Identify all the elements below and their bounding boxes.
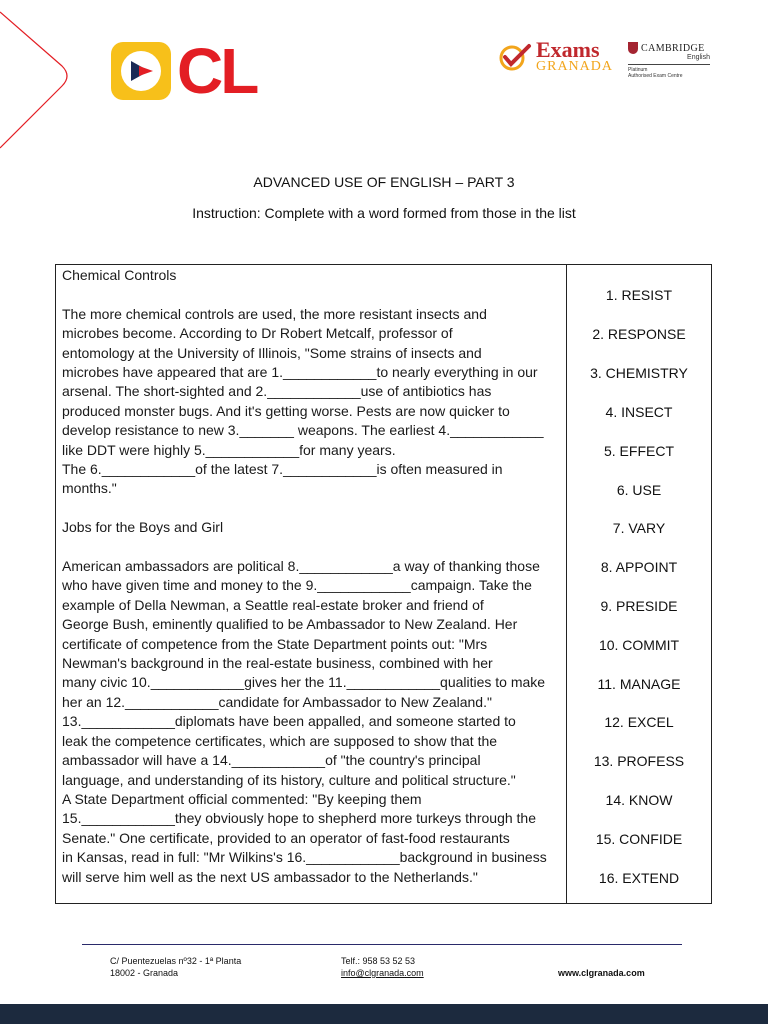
word-list-item: 14. KNOW <box>605 792 673 808</box>
cl-logo <box>111 35 257 107</box>
address-line-2: 18002 - Granada <box>110 968 179 978</box>
word-list-item: 1. RESIST <box>605 287 673 303</box>
instruction-text: Instruction: Complete with a word formed from those in the list <box>192 205 576 221</box>
exams-logo-city: GRANADA <box>536 59 613 74</box>
passage-line: entomology at the University of Illinois, "Some strains of insects and <box>62 344 482 361</box>
passage-line: language, and understanding of its history, culture and political structure." <box>62 771 516 788</box>
footer-phone: Telf.: 958 53 52 53 <box>341 956 416 966</box>
passage-line: A State Department official commented: "By keeping them <box>62 790 422 807</box>
exercise-table <box>55 264 712 904</box>
footer-bar <box>0 1004 768 1024</box>
passage-line: many civic 10.____________gives her the 11.____________qualities to make <box>62 674 546 691</box>
passage-line: arsenal. The short-sighted and 2.____________use of antibiotics has <box>62 383 492 400</box>
passage-line: will serve him well as the next US ambassador to the Netherlands." <box>62 868 478 885</box>
passage-line: The more chemical controls are used, the more resistant insects and <box>62 305 487 322</box>
exams-logo-word: Exams <box>536 37 600 62</box>
word-list-item: 8. APPOINT <box>600 559 678 575</box>
passage-line: develop resistance to new 3._______ weapons. The earliest 4.____________ <box>62 422 544 439</box>
footer-contact <box>341 955 424 979</box>
cambridge-centre: Authorised Exam Centre <box>628 73 683 79</box>
passage2-heading: Jobs for the Boys and Girl <box>62 519 224 536</box>
passage1-body <box>62 305 564 499</box>
cambridge-shield-icon <box>628 42 638 54</box>
footer-address <box>110 955 241 979</box>
passage-line: American ambassadors are political 8.____________a way of thanking those <box>62 558 540 575</box>
word-list-column <box>567 265 711 903</box>
passage-line: microbes become. According to Dr Robert Metcalf, professor of <box>62 325 453 342</box>
word-list-item: 13. PROFESS <box>593 753 685 769</box>
passage1-heading: Chemical Controls <box>62 267 177 283</box>
word-list-item: 7. VARY <box>612 520 666 536</box>
passage-line: months." <box>62 480 117 497</box>
word-list-item: 11. MANAGE <box>597 676 681 692</box>
word-list-item: 10. COMMIT <box>598 637 680 653</box>
passage-line: leak the competence certificates, which are supposed to show that the <box>62 732 498 749</box>
arrow-icon <box>119 49 163 93</box>
passage-line: example of Della Newman, a Seattle real-estate broker and friend of <box>62 596 484 613</box>
exams-granada-logo <box>498 37 613 74</box>
cambridge-name: CAMBRIDGE <box>641 42 705 54</box>
passage-line: like DDT were highly 5.____________for many years. <box>62 441 396 458</box>
cambridge-level: Platinum <box>628 67 648 73</box>
passages-text <box>62 266 564 906</box>
cambridge-logo <box>628 42 710 79</box>
cl-logo-badge <box>111 42 171 100</box>
passage2-body <box>62 557 564 887</box>
passage-line: in Kansas, read in full: "Mr Wilkins's 16.____________background in business <box>62 849 547 866</box>
cambridge-english: English <box>687 54 710 61</box>
word-list-item: 12. EXCEL <box>604 714 674 730</box>
passage-line: Senate." One certificate, provided to an operator of fast-food restaurants <box>62 829 510 846</box>
passage-line: microbes have appeared that are 1.____________to nearly everything in our <box>62 364 538 381</box>
passage-line: George Bush, eminently qualified to be Ambassador to New Zealand. Her <box>62 616 518 633</box>
address-line-1: C/ Puentezuelas nº32 - 1ª Planta <box>110 956 242 966</box>
word-list-item: 3. CHEMISTRY <box>590 365 688 381</box>
footer-divider <box>82 944 682 945</box>
passage-line: certificate of competence from the State Department points out: "Mrs <box>62 635 488 652</box>
passages-column <box>56 265 567 903</box>
corner-arc-decoration <box>0 0 80 160</box>
word-list-item: 9. PRESIDE <box>600 598 678 614</box>
passage-line: 15.____________they obviously hope to shepherd more turkeys through the <box>62 810 537 827</box>
passage-line: produced monster bugs. And it's getting worse. Pests are now quicker to <box>62 402 510 419</box>
page-title: ADVANCED USE OF ENGLISH – PART 3 <box>253 174 515 190</box>
word-list-item: 6. USE <box>616 482 662 498</box>
cl-logo-letters: CL <box>177 35 257 107</box>
word-list-item: 16. EXTEND <box>598 870 680 886</box>
passage-line: The 6.____________of the latest 7.____________is often measured in <box>62 461 503 478</box>
word-list-item: 2. RESPONSE <box>592 326 686 342</box>
passage-line: ambassador will have a 14.____________of "the country's principal <box>62 752 481 769</box>
word-list-item: 15. CONFIDE <box>595 831 683 847</box>
passage-line: Newman's background in the real-estate business, combined with her <box>62 655 493 672</box>
word-list-item: 4. INSECT <box>605 404 673 420</box>
passage-line: who have given time and money to the 9.____________campaign. Take the <box>62 577 532 594</box>
passage-line: 13.____________diplomats have been appalled, and someone started to <box>62 713 516 730</box>
checkmark-icon <box>498 42 532 72</box>
footer-website-link[interactable]: www.clgranada.com <box>558 968 645 978</box>
word-list-item: 5. EFFECT <box>603 443 674 459</box>
passage-line: her an 12.____________candidate for Ambassador to New Zealand." <box>62 693 492 710</box>
cambridge-divider <box>628 64 710 65</box>
footer-email-link[interactable]: info@clgranada.com <box>341 968 424 978</box>
